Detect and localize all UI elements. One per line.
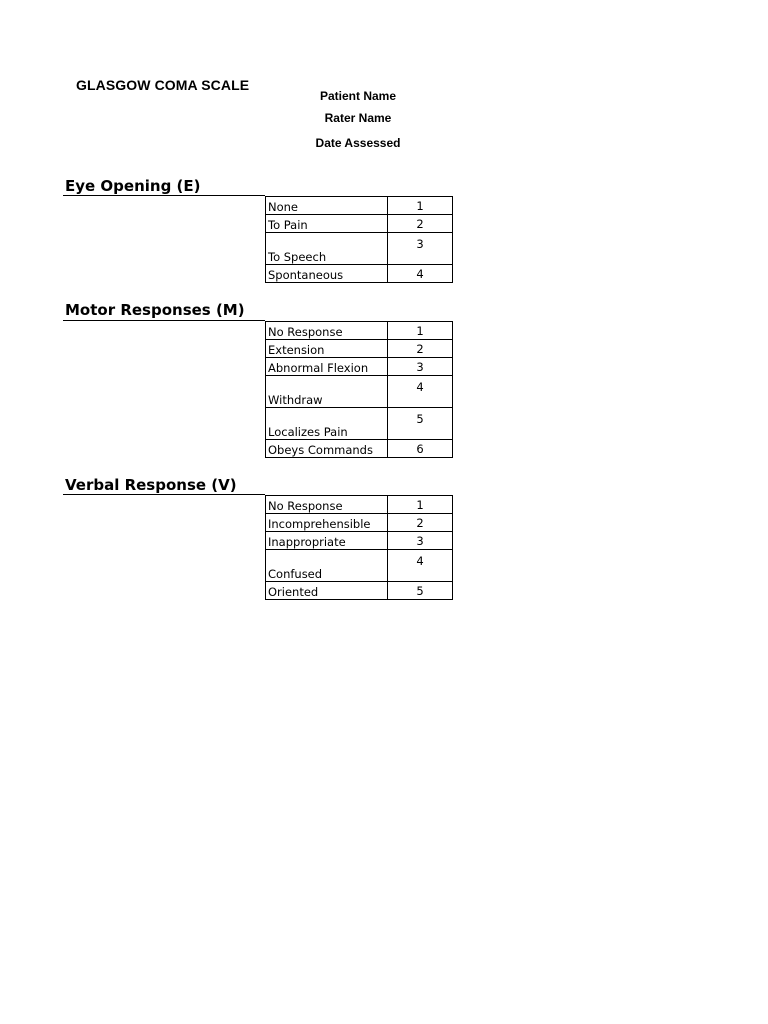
response-label: Obeys Commands <box>266 440 388 458</box>
table-row <box>266 496 453 514</box>
response-score: 3 <box>388 532 453 550</box>
table-row <box>266 550 453 582</box>
response-label: No Response <box>266 496 388 514</box>
response-score: 1 <box>388 197 453 215</box>
rater-name-label: Rater Name <box>324 111 392 125</box>
response-score: 1 <box>388 322 453 340</box>
response-score: 2 <box>388 215 453 233</box>
response-label: Localizes Pain <box>266 408 388 440</box>
section-heading-eye-opening: Eye Opening (E) <box>65 177 201 195</box>
response-score: 4 <box>388 376 453 408</box>
response-score: 2 <box>388 514 453 532</box>
table-row <box>266 358 453 376</box>
verbal-response-table <box>265 495 453 600</box>
response-label: No Response <box>266 322 388 340</box>
table-row <box>266 322 453 340</box>
response-label: Extension <box>266 340 388 358</box>
section-divider <box>63 494 265 495</box>
table-row <box>266 233 453 265</box>
response-label: Withdraw <box>266 376 388 408</box>
page-title: GLASGOW COMA SCALE <box>76 77 250 93</box>
response-label: None <box>266 197 388 215</box>
table-row <box>266 408 453 440</box>
table-row <box>266 582 453 600</box>
table-row <box>266 532 453 550</box>
response-label: Confused <box>266 550 388 582</box>
response-score: 4 <box>388 550 453 582</box>
section-divider <box>63 320 265 321</box>
response-label: Inappropriate <box>266 532 388 550</box>
response-score: 5 <box>388 582 453 600</box>
section-divider <box>63 195 265 196</box>
response-label: Oriented <box>266 582 388 600</box>
response-score: 6 <box>388 440 453 458</box>
response-score: 3 <box>388 233 453 265</box>
response-label: To Pain <box>266 215 388 233</box>
table-row <box>266 376 453 408</box>
response-score: 4 <box>388 265 453 283</box>
section-heading-verbal-response: Verbal Response (V) <box>65 476 237 494</box>
response-score: 3 <box>388 358 453 376</box>
response-label: Incomprehensible <box>266 514 388 532</box>
table-row <box>266 514 453 532</box>
response-label: Spontaneous <box>266 265 388 283</box>
response-label: To Speech <box>266 233 388 265</box>
section-heading-motor-responses: Motor Responses (M) <box>65 301 245 319</box>
patient-name-label: Patient Name <box>319 89 397 103</box>
table-row <box>266 215 453 233</box>
table-row <box>266 440 453 458</box>
eye-opening-table <box>265 196 453 283</box>
table-row <box>266 340 453 358</box>
response-score: 2 <box>388 340 453 358</box>
date-assessed-label: Date Assessed <box>315 136 401 150</box>
motor-responses-table <box>265 321 453 458</box>
response-score: 5 <box>388 408 453 440</box>
response-label: Abnormal Flexion <box>266 358 388 376</box>
table-row <box>266 197 453 215</box>
response-score: 1 <box>388 496 453 514</box>
table-row <box>266 265 453 283</box>
